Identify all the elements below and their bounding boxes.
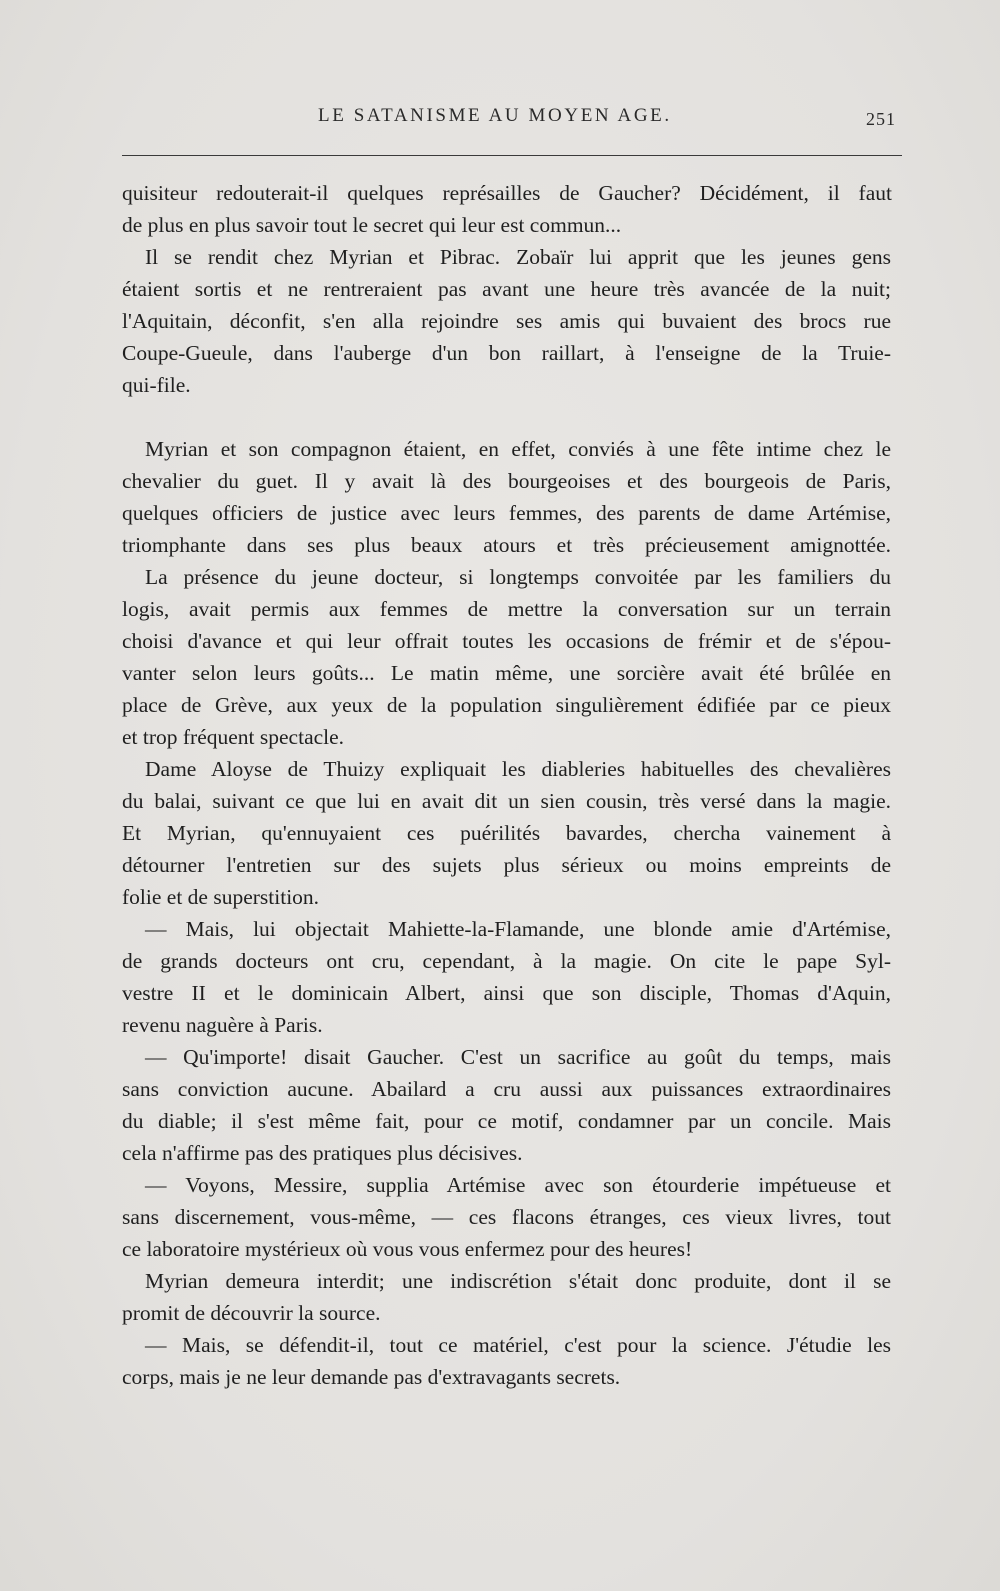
text-line: Myrian demeura interdit; une indiscrétion s'était donc produite, dont il se [145,1269,891,1293]
text-line: quisiteur redouterait-il quelques représailles de Gaucher? Décidément, il faut [122,181,892,205]
text-line: Dame Aloyse de Thuizy expliquait les diableries habituelles des chevalières [145,757,891,781]
text-line: Et Myrian, qu'ennuyaient ces puérilités bavardes, chercha vainement à [122,821,891,845]
text-line: étaient sortis et ne rentreraient pas avant une heure très avancée de la nuit; [122,277,891,301]
text-line: sans discernement, vous-même, — ces flacons étranges, ces vieux livres, tout [122,1205,891,1229]
text-line: La présence du jeune docteur, si longtemps convoitée par les familiers du [145,565,891,589]
text-line: — Qu'importe! disait Gaucher. C'est un sacrifice au goût du temps, mais [145,1045,891,1069]
text-line: triomphante dans ses plus beaux atours et très précieusement amignottée. [122,533,891,557]
text-line: quelques officiers de justice avec leurs femmes, des parents de dame Artémise, [122,501,891,525]
text-line: corps, mais je ne leur demande pas d'extravagants secrets. [122,1365,621,1389]
text-line: place de Grève, aux yeux de la population singulièrement édifiée par ce pieux [122,693,891,717]
text-line: folie et de superstition. [122,885,320,909]
text-line: détourner l'entretien sur des sujets plus sérieux ou moins empreints de [122,853,891,877]
text-line: vestre II et le dominicain Albert, ainsi que son disciple, Thomas d'Aquin, [122,981,891,1005]
text-line: Coupe-Gueule, dans l'auberge d'un bon raillart, à l'enseigne de la Truie- [122,341,891,365]
text-line: l'Aquitain, déconfit, s'en alla rejoindre ses amis qui buvaient des brocs rue [122,309,891,333]
text-line: du diable; il s'est même fait, pour ce motif, condamner par un concile. Mais [122,1109,891,1133]
text-line: revenu naguère à Paris. [122,1013,323,1037]
text-line: chevalier du guet. Il y avait là des bourgeoises et des bourgeois de Paris, [122,469,891,493]
text-line: et trop fréquent spectacle. [122,725,345,749]
text-line: vanter selon leurs goûts... Le matin même, une sorcière avait été brûlée en [122,661,891,685]
text-line: — Voyons, Messire, supplia Artémise avec son étourderie impétueuse et [145,1173,891,1197]
running-title: LE SATANISME AU MOYEN AGE. [318,105,672,126]
text-line: de grands docteurs ont cru, cependant, à la magie. On cite le pape Syl- [122,949,891,973]
page-number: 251 [866,109,896,129]
text-line: Il se rendit chez Myrian et Pibrac. Zobaïr lui apprit que les jeunes gens [145,245,891,269]
text-line: ce laboratoire mystérieux où vous vous enfermez pour des heures! [122,1237,693,1261]
text-line: — Mais, se défendit-il, tout ce matériel, c'est pour la science. J'étudie les [145,1333,891,1357]
text-line: du balai, suivant ce que lui en avait dit un sien cousin, très versé dans la magie. [122,789,891,813]
text-line: choisi d'avance et qui leur offrait toutes les occasions de frémir et de s'épou- [122,629,891,653]
text-line: promit de découvrir la source. [122,1301,381,1325]
text-line: sans conviction aucune. Abailard a cru aussi aux puissances extraordinaires [122,1077,891,1101]
text-line: — Mais, lui objectait Mahiette-la-Flamande, une blonde amie d'Artémise, [145,917,891,941]
text-line: Myrian et son compagnon étaient, en effet, conviés à une fête intime chez le [145,437,891,461]
text-line: de plus en plus savoir tout le secret qui leur est commun... [122,213,622,237]
text-line: logis, avait permis aux femmes de mettre la conversation sur un terrain [122,597,891,621]
text-line: cela n'affirme pas des pratiques plus décisives. [122,1141,523,1165]
text-line: qui-file. [122,373,191,397]
